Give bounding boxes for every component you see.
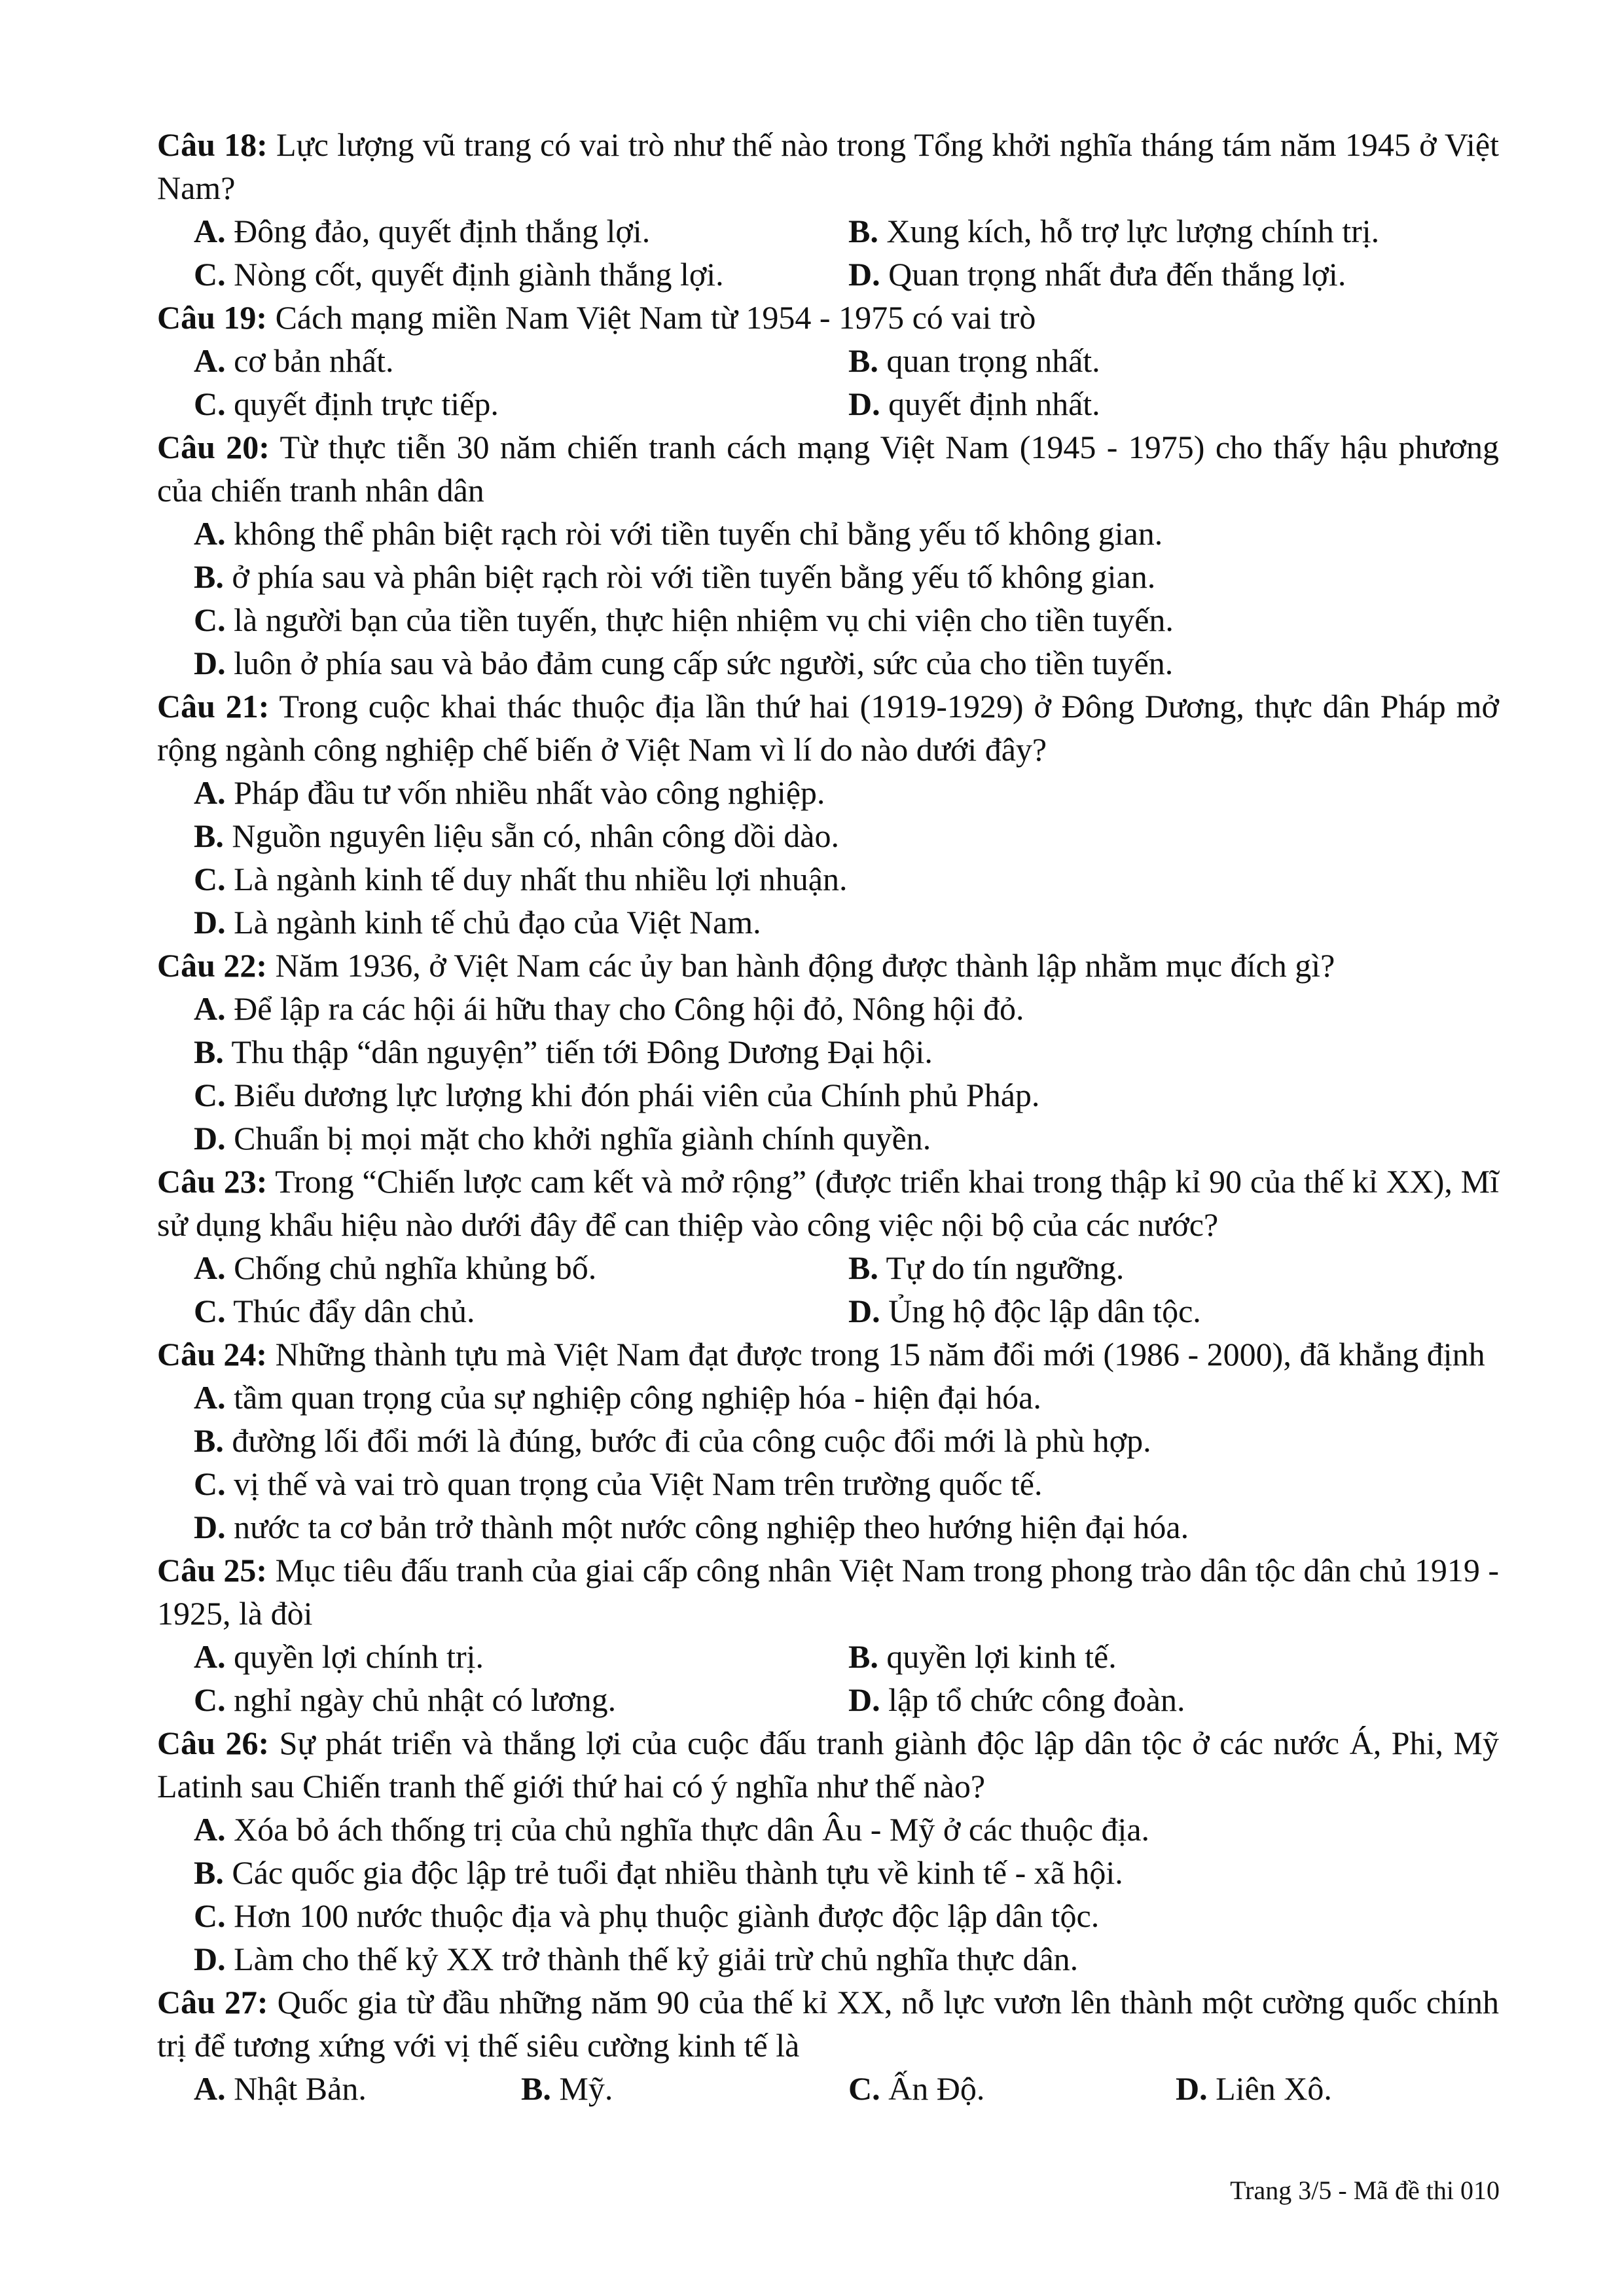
option-b[interactable]: B. Nguồn nguyên liệu sẵn có, nhân công dồi dào.: [194, 817, 839, 854]
option-d[interactable]: D. nước ta cơ bản trở thành một nước công nghiệp theo hướng hiện đại hóa.: [194, 1509, 1189, 1545]
question-stem: [157, 425, 1499, 512]
options: [194, 1808, 1499, 1981]
question-label: Câu 19:: [157, 299, 268, 336]
question-label: Câu 27:: [157, 1984, 268, 2020]
options: [194, 1376, 1499, 1549]
question-19: [157, 296, 1499, 425]
option-d[interactable]: D. Chuẩn bị mọi mặt cho khởi nghĩa giành chính quyền.: [194, 1120, 931, 1157]
option-d[interactable]: D. Quan trọng nhất đưa đến thắng lợi.: [848, 256, 1346, 293]
question-text: Sự phát triển và thắng lợi của cuộc đấu tranh giành độc lập dân tộc ở các nước Á, Phi, Mỹ Latinh sau Chiến tranh thế giới thứ hai có ý nghĩa như thế nào?: [157, 1725, 1500, 1804]
option-a[interactable]: A. Chống chủ nghĩa khủng bố.: [194, 1249, 597, 1286]
options: [194, 209, 1499, 296]
option-a[interactable]: A. Để lập ra các hội ái hữu thay cho Công hội đỏ, Nông hội đỏ.: [194, 990, 1024, 1027]
question-stem: [157, 944, 1499, 987]
question-23: [157, 1160, 1499, 1333]
option-c[interactable]: C. Biểu dương lực lượng khi đón phái viên của Chính phủ Pháp.: [194, 1077, 1040, 1113]
question-label: Câu 20:: [157, 429, 270, 465]
page-footer: Trang 3/5 - Mã đề thi 010: [1230, 2176, 1500, 2205]
option-b[interactable]: B. quan trọng nhất.: [848, 342, 1100, 379]
option-c[interactable]: C. là người bạn của tiền tuyến, thực hiện nhiệm vụ chi viện cho tiền tuyến.: [194, 601, 1174, 638]
question-stem: [157, 1549, 1499, 1635]
question-stem: [157, 296, 1499, 339]
question-27: [157, 1981, 1499, 2110]
option-b[interactable]: B. Xung kích, hỗ trợ lực lượng chính trị.: [848, 213, 1380, 249]
option-c[interactable]: C. Nòng cốt, quyết định giành thắng lợi.: [194, 256, 724, 293]
option-c[interactable]: C. quyết định trực tiếp.: [194, 386, 499, 422]
option-d[interactable]: D. Làm cho thế kỷ XX trở thành thế kỷ giải trừ chủ nghĩa thực dân.: [194, 1941, 1079, 1977]
option-a[interactable]: A. cơ bản nhất.: [194, 342, 394, 379]
option-c[interactable]: C. Là ngành kinh tế duy nhất thu nhiều lợi nhuận.: [194, 861, 848, 897]
option-b[interactable]: B. Tự do tín ngưỡng.: [848, 1249, 1125, 1286]
option-c[interactable]: C. Ấn Độ.: [848, 2070, 985, 2107]
option-d[interactable]: D. Ủng hộ độc lập dân tộc.: [848, 1293, 1201, 1329]
question-stem: [157, 1721, 1499, 1808]
option-c[interactable]: C. nghỉ ngày chủ nhật có lương.: [194, 1681, 617, 1718]
option-a[interactable]: A. quyền lợi chính trị.: [194, 1638, 484, 1675]
option-a[interactable]: A. Đông đảo, quyết định thắng lợi.: [194, 213, 651, 249]
question-label: Câu 24:: [157, 1336, 268, 1372]
option-b[interactable]: B. ở phía sau và phân biệt rạch ròi với tiền tuyến bằng yếu tố không gian.: [194, 558, 1156, 595]
question-22: [157, 944, 1499, 1160]
option-c[interactable]: C. vị thế và vai trò quan trọng của Việt Nam trên trường quốc tế.: [194, 1465, 1043, 1502]
options: [194, 2067, 1499, 2110]
option-a[interactable]: A. không thể phân biệt rạch ròi với tiền tuyến chỉ bằng yếu tố không gian.: [194, 515, 1163, 552]
options: [194, 771, 1499, 944]
question-text: Trong cuộc khai thác thuộc địa lần thứ hai (1919-1929) ở Đông Dương, thực dân Pháp mở rộng ngành công nghiệp chế biến ở Việt Nam vì lí do nào dưới đây?: [157, 688, 1499, 768]
option-d[interactable]: D. Liên Xô.: [1176, 2070, 1332, 2107]
question-label: Câu 18:: [157, 126, 268, 163]
question-label: Câu 21:: [157, 688, 270, 725]
option-b[interactable]: B. Mỹ.: [521, 2070, 613, 2107]
option-b[interactable]: B. đường lối đổi mới là đúng, bước đi của công cuộc đổi mới là phù hợp.: [194, 1422, 1151, 1459]
question-text: Những thành tựu mà Việt Nam đạt được trong 15 năm đổi mới (1986 - 2000), đã khẳng định: [275, 1336, 1485, 1372]
question-text: Lực lượng vũ trang có vai trò như thế nào trong Tổng khởi nghĩa tháng tám năm 1945 ở Việt Nam?: [157, 126, 1499, 206]
options: [194, 512, 1499, 685]
question-text: Năm 1936, ở Việt Nam các ủy ban hành động được thành lập nhằm mục đích gì?: [275, 947, 1335, 984]
question-24: [157, 1333, 1499, 1549]
question-25: [157, 1549, 1499, 1721]
question-20: [157, 425, 1499, 685]
option-a[interactable]: A. Pháp đầu tư vốn nhiều nhất vào công nghiệp.: [194, 774, 825, 811]
option-a[interactable]: A. Nhật Bản.: [194, 2070, 367, 2107]
question-stem: [157, 685, 1499, 771]
option-c[interactable]: C. Thúc đẩy dân chủ.: [194, 1293, 475, 1329]
options: [194, 1246, 1499, 1333]
question-text: Mục tiêu đấu tranh của giai cấp công nhân Việt Nam trong phong trào dân tộc dân chủ 1919 - 1925, là đòi: [157, 1552, 1500, 1632]
option-c[interactable]: C. Hơn 100 nước thuộc địa và phụ thuộc giành được độc lập dân tộc.: [194, 1897, 1100, 1934]
option-d[interactable]: D. Là ngành kinh tế chủ đạo của Việt Nam.: [194, 904, 761, 941]
option-d[interactable]: D. lập tổ chức công đoàn.: [848, 1681, 1185, 1718]
question-stem: [157, 1160, 1499, 1246]
question-26: [157, 1721, 1499, 1981]
question-text: Từ thực tiễn 30 năm chiến tranh cách mạng Việt Nam (1945 - 1975) cho thấy hậu phương của chiến tranh nhân dân: [157, 429, 1499, 509]
options: [194, 987, 1499, 1160]
question-text: Trong “Chiến lược cam kết và mở rộng” (được triển khai trong thập kỉ 90 của thế kỉ XX), Mĩ sử dụng khẩu hiệu nào dưới đây để can thiệp vào công việc nội bộ của các nước?: [157, 1163, 1499, 1243]
question-label: Câu 22:: [157, 947, 268, 984]
question-label: Câu 25:: [157, 1552, 268, 1588]
option-b[interactable]: B. quyền lợi kinh tế.: [848, 1638, 1117, 1675]
question-21: [157, 685, 1499, 944]
options: [194, 1635, 1499, 1721]
question-stem: [157, 123, 1499, 209]
question-18: [157, 123, 1499, 296]
option-d[interactable]: D. quyết định nhất.: [848, 386, 1100, 422]
option-b[interactable]: B. Các quốc gia độc lập trẻ tuổi đạt nhiều thành tựu về kinh tế - xã hội.: [194, 1854, 1123, 1891]
option-a[interactable]: A. tầm quan trọng của sự nghiệp công nghiệp hóa - hiện đại hóa.: [194, 1379, 1041, 1416]
option-b[interactable]: B. Thu thập “dân nguyện” tiến tới Đông Dương Đại hội.: [194, 1033, 933, 1070]
question-text: Cách mạng miền Nam Việt Nam từ 1954 - 1975 có vai trò: [275, 299, 1036, 336]
question-label: Câu 23:: [157, 1163, 268, 1200]
question-text: Quốc gia từ đầu những năm 90 của thế kỉ XX, nỗ lực vươn lên thành một cường quốc chính trị để tương xứng với vị thế siêu cường kinh tế là: [157, 1984, 1499, 2064]
option-d[interactable]: D. luôn ở phía sau và bảo đảm cung cấp sức người, sức của cho tiền tuyến.: [194, 645, 1174, 681]
exam-page: [157, 123, 1499, 2110]
question-stem: [157, 1333, 1499, 1376]
options: [194, 339, 1499, 425]
question-label: Câu 26:: [157, 1725, 270, 1761]
option-a[interactable]: A. Xóa bỏ ách thống trị của chủ nghĩa thực dân Âu - Mỹ ở các thuộc địa.: [194, 1811, 1150, 1848]
question-stem: [157, 1981, 1499, 2067]
